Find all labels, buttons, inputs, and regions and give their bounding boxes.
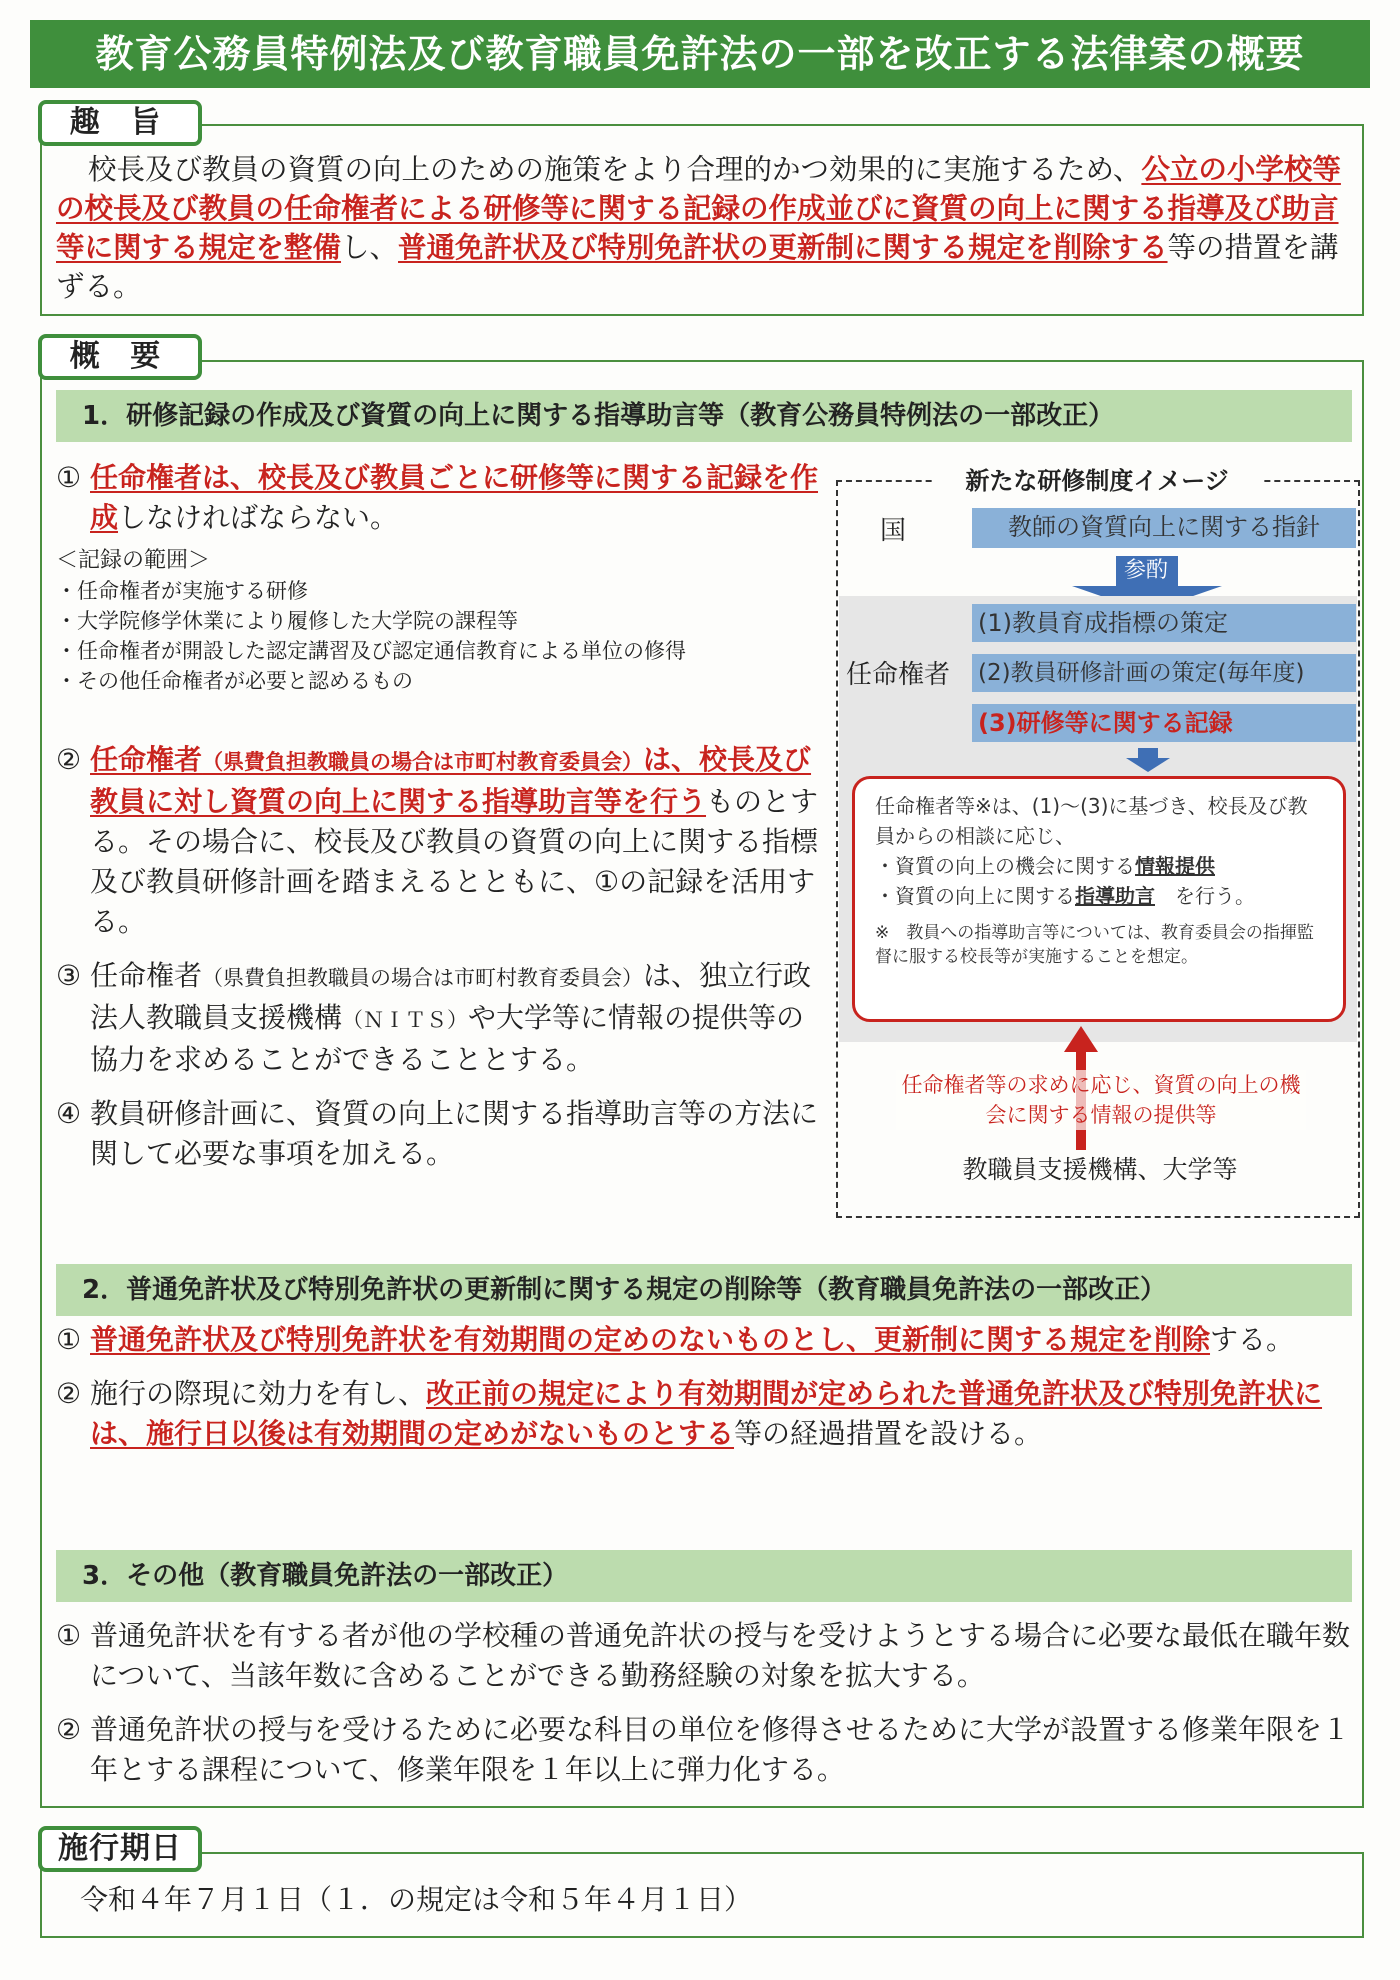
s3-item-2-number: ② bbox=[56, 1713, 82, 1746]
record-scope-item: ・任命権者が実施する研修 bbox=[56, 579, 308, 603]
diagram-title: 新たな研修制度イメージ bbox=[932, 464, 1262, 498]
s1-item-2-red-paren: （県費負担教職員の場合は市町村教育委員会） bbox=[202, 750, 644, 774]
diagram-step-2: (2)教員研修計画の策定(毎年度) bbox=[972, 654, 1356, 692]
s2-item-2-red: 改正前の規定により有効期間が定められた普通免許状及び特別免許状には、施行日以後は有効期間の定めがないものとする bbox=[90, 1377, 1323, 1450]
effective-date-text: 令和４年７月１日（１．の規定は令和５年４月１日） bbox=[80, 1883, 753, 1916]
s2-item-2-number: ② bbox=[56, 1377, 82, 1410]
record-scope-list bbox=[56, 576, 826, 696]
s3-item-1-text: 普通免許状を有する者が他の学校種の普通免許状の授与を受けようとする場合に必要な最低在職年数について、当該年数に含めることができる勤務経験の対象を拡大する。 bbox=[90, 1619, 1351, 1692]
s1-item-2-red-a: 任命権者 bbox=[90, 743, 203, 776]
diagram-sansho-label: 参酌 bbox=[1123, 558, 1168, 583]
diagram-down-arrow bbox=[1126, 748, 1170, 772]
diagram-guideline-bar: 教師の資質向上に関する指針 bbox=[972, 508, 1356, 548]
diagram-step-3: (3)研修等に関する記録 bbox=[972, 704, 1356, 742]
s2-item-2-rest: 等の経過措置を設ける。 bbox=[734, 1417, 1043, 1450]
s2-item-2 bbox=[56, 1374, 1352, 1454]
s1-item-3-c: や大学等に情報の提供等の協力を求めることができることとする。 bbox=[90, 1001, 805, 1076]
purpose-tag: 趣 旨 bbox=[38, 100, 202, 146]
s1-item-2-number: ② bbox=[56, 743, 82, 776]
section-2-heading: 2．普通免許状及び特別免許状の更新制に関する規定の削除等（教育職員免許法の一部改正） bbox=[56, 1264, 1352, 1316]
support-box-info-line bbox=[875, 851, 1323, 881]
section-1-left bbox=[56, 458, 826, 1174]
s1-item-1-red: 任命権者は、校長及び教員ごとに研修等に関する記録を作成 bbox=[90, 461, 819, 534]
s2-item-1-red: 普通免許状及び特別免許状を有効期間の定めのないものとし、更新制に関する規定を削除 bbox=[90, 1323, 1211, 1356]
record-scope-title: ＜記録の範囲＞ bbox=[56, 548, 211, 573]
s1-item-2 bbox=[56, 740, 826, 942]
s3-item-2 bbox=[56, 1710, 1352, 1790]
s2-item-1-rest: する。 bbox=[1210, 1323, 1295, 1356]
s1-item-3-number: ③ bbox=[56, 959, 82, 992]
page-title: 教育公務員特例法及び教育職員免許法の一部を改正する法律案の概要 bbox=[30, 20, 1370, 88]
overview-tag: 概 要 bbox=[38, 334, 202, 380]
effective-date-tag: 施行期日 bbox=[38, 1826, 202, 1872]
s1-item-1 bbox=[56, 458, 826, 538]
s2-item-2-a: 施行の際現に効力を有し、 bbox=[90, 1377, 427, 1410]
diagram-step-1: (1)教員育成指標の策定 bbox=[972, 604, 1356, 642]
section-2-body bbox=[56, 1320, 1352, 1454]
s3-item-1 bbox=[56, 1616, 1352, 1696]
s1-item-2-rest: ものとする。その場合に、校長及び教員の資質の向上に関する指標及び教員研修計画を踏まえるとともに、①の記録を活用する。 bbox=[90, 785, 819, 938]
record-scope-item: ・任命権者が開設した認定講習及び認定通信教育による単位の修得 bbox=[56, 639, 686, 663]
diagram-ninmei-label: 任命権者 bbox=[846, 660, 951, 690]
s2-item-1 bbox=[56, 1320, 1352, 1360]
diagram-support-box bbox=[852, 776, 1346, 1022]
s2-item-1-number: ① bbox=[56, 1323, 82, 1356]
support-box-info-keyword: 情報提供 bbox=[1135, 854, 1215, 878]
purpose-text-red-2: 普通免許状及び特別免許状の更新制に関する規定を削除する bbox=[398, 231, 1168, 264]
s3-item-1-number: ① bbox=[56, 1619, 82, 1652]
diagram-kuni-label: 国 bbox=[880, 516, 907, 546]
purpose-text bbox=[56, 150, 1352, 306]
s1-item-1-rest: しなければならない。 bbox=[118, 501, 399, 534]
support-box-note: ※ 教員への指導助言等については、教育委員会の指揮監督に服する校長等が実施することを想定。 bbox=[875, 923, 1314, 967]
s1-item-2-red-b: は、校長及び教員に対し資質の向上に関する指導助言等を行う bbox=[90, 743, 812, 818]
support-box-advice-line bbox=[875, 881, 1323, 911]
section-3-body bbox=[56, 1616, 1352, 1790]
section-1-heading: 1．研修記録の作成及び資質の向上に関する指導助言等（教育公務員特例法の一部改正） bbox=[56, 390, 1352, 442]
s1-item-4-number: ④ bbox=[56, 1097, 82, 1130]
support-box-advice-prefix: ・資質の向上に関する bbox=[875, 884, 1075, 908]
diagram-bottom-label: 教職員支援機構、大学等 bbox=[962, 1155, 1238, 1184]
support-box-intro: 任命権者等※は、(1)～(3)に基づき、校長及び教員からの相談に応じ、 bbox=[875, 794, 1308, 848]
s1-item-3 bbox=[56, 956, 826, 1080]
s1-item-4-text: 教員研修計画に、資質の向上に関する指導助言等の方法に関して必要な事項を加える。 bbox=[90, 1097, 819, 1170]
s1-item-3-nits: （ＮＩＴＳ） bbox=[342, 1008, 469, 1032]
s1-item-3-a: 任命権者 bbox=[90, 959, 203, 992]
support-box-advice-keyword: 指導助言 bbox=[1075, 884, 1155, 908]
record-scope-item: ・その他任命権者が必要と認めるもの bbox=[56, 669, 413, 693]
s1-item-1-number: ① bbox=[56, 461, 82, 494]
s1-item-4 bbox=[56, 1094, 826, 1174]
diagram-request-text: 任命権者等の求めに応じ、資質の向上の機会に関する情報の提供等 bbox=[896, 1070, 1306, 1130]
purpose-text-c: し、 bbox=[341, 231, 399, 264]
purpose-text-a: 校長及び教員の資質の向上のための施策をより合理的かつ効果的に実施するため、 bbox=[88, 153, 1142, 186]
purpose-text-red-1: 公立の小学校等の校長及び教員の任命権者による研修等に関する記録の作成並びに資質の向上に関する指導及び助言等に関する規定を整備 bbox=[56, 153, 1341, 264]
support-box-advice-suffix: を行う。 bbox=[1155, 884, 1255, 908]
s3-item-2-text: 普通免許状の授与を受けるために必要な科目の単位を修得させるために大学が設置する修業年限を１年とする課程について、修業年限を１年以上に弾力化する。 bbox=[90, 1713, 1351, 1786]
section-3-heading: 3．その他（教育職員免許法の一部改正） bbox=[56, 1550, 1352, 1602]
s1-item-3-paren: （県費負担教職員の場合は市町村教育委員会） bbox=[202, 966, 644, 990]
support-box-info-prefix: ・資質の向上の機会に関する bbox=[875, 854, 1135, 878]
purpose-text-e: 等の措置を講ずる。 bbox=[56, 231, 1339, 303]
record-scope-item: ・大学院修学休業により履修した大学院の課程等 bbox=[56, 609, 518, 633]
s1-item-3-b: は、独立行政法人教職員支援機構 bbox=[90, 959, 812, 1034]
